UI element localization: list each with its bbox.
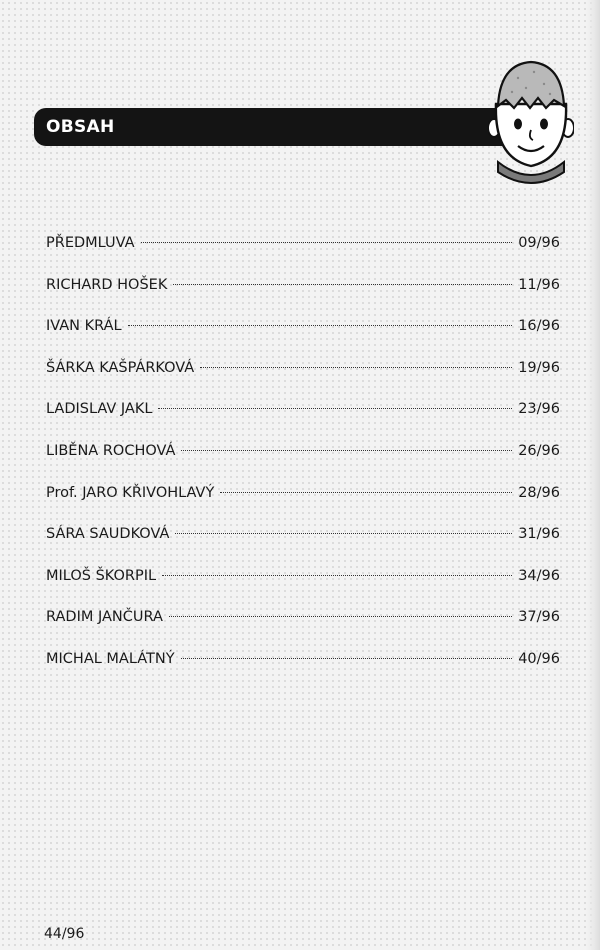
toc-entry-title: RADIM JANČURA — [46, 609, 163, 626]
toc-entry-radim-jancura[interactable] — [46, 602, 560, 644]
toc-entry-title: RICHARD HOŠEK — [46, 276, 168, 293]
toc-entry-title: SÁRA SAUDKOVÁ — [46, 526, 170, 543]
toc-dot-leader — [220, 492, 512, 493]
toc-dot-leader — [181, 658, 513, 659]
toc-entry-milos-skorpil[interactable] — [46, 561, 560, 603]
toc-entry-title: ŠÁRKA KAŠPÁRKOVÁ — [46, 359, 195, 376]
toc-entry-page: 09/96 — [518, 235, 560, 251]
toc-entry-page: 40/96 — [518, 650, 560, 667]
section-header — [34, 108, 516, 146]
table-of-contents — [46, 228, 560, 686]
toc-dot-leader — [169, 616, 512, 617]
footer-page-number: 44/96 — [44, 926, 85, 942]
toc-dot-leader — [158, 408, 512, 409]
toc-dot-leader — [181, 450, 512, 451]
toc-entry-sara-saudkova[interactable] — [46, 519, 560, 561]
toc-entry-page: 34/96 — [518, 567, 560, 584]
toc-entry-title: PŘEDMLUVA — [46, 235, 135, 251]
toc-entry-ivan-kral[interactable] — [46, 311, 560, 353]
toc-entry-jaro-krivohlavy[interactable] — [46, 478, 560, 520]
toc-entry-title: MILOŠ ŠKORPIL — [46, 567, 157, 584]
toc-entry-libena-rochova[interactable] — [46, 436, 560, 478]
toc-dot-leader — [162, 575, 512, 576]
toc-entry-page: 11/96 — [518, 276, 560, 293]
toc-entry-page: 37/96 — [518, 609, 560, 626]
toc-dot-leader — [141, 242, 513, 243]
toc-entry-title: LADISLAV JAKL — [46, 401, 153, 418]
toc-entry-title: MICHAL MALÁTNÝ — [46, 650, 175, 667]
toc-entry-page: 26/96 — [518, 442, 560, 459]
toc-entry-title: Prof. JARO KŘIVOHLAVÝ — [46, 484, 215, 501]
eggshell-head-mascot-icon — [488, 58, 574, 188]
page-edge — [586, 0, 600, 950]
toc-dot-leader — [128, 325, 513, 326]
toc-entry-page: 23/96 — [518, 401, 560, 418]
toc-entry-page: 28/96 — [518, 484, 560, 501]
toc-entry-page: 31/96 — [518, 526, 560, 543]
toc-entry-title: LIBĚNA ROCHOVÁ — [46, 442, 176, 459]
toc-entry-ladislav-jakl[interactable] — [46, 394, 560, 436]
toc-entry-predmluva[interactable] — [46, 228, 560, 270]
toc-entry-page: 16/96 — [518, 318, 560, 335]
toc-entry-title: IVAN KRÁL — [46, 318, 122, 335]
toc-dot-leader — [173, 284, 512, 285]
toc-dot-leader — [175, 533, 512, 534]
toc-entry-richard-hosek[interactable] — [46, 270, 560, 312]
section-title: OBSAH — [46, 117, 115, 137]
toc-entry-sarka-kasparkova[interactable] — [46, 353, 560, 395]
toc-dot-leader — [200, 367, 512, 368]
toc-entry-page: 19/96 — [518, 359, 560, 376]
toc-entry-michal-malatny[interactable] — [46, 644, 560, 686]
